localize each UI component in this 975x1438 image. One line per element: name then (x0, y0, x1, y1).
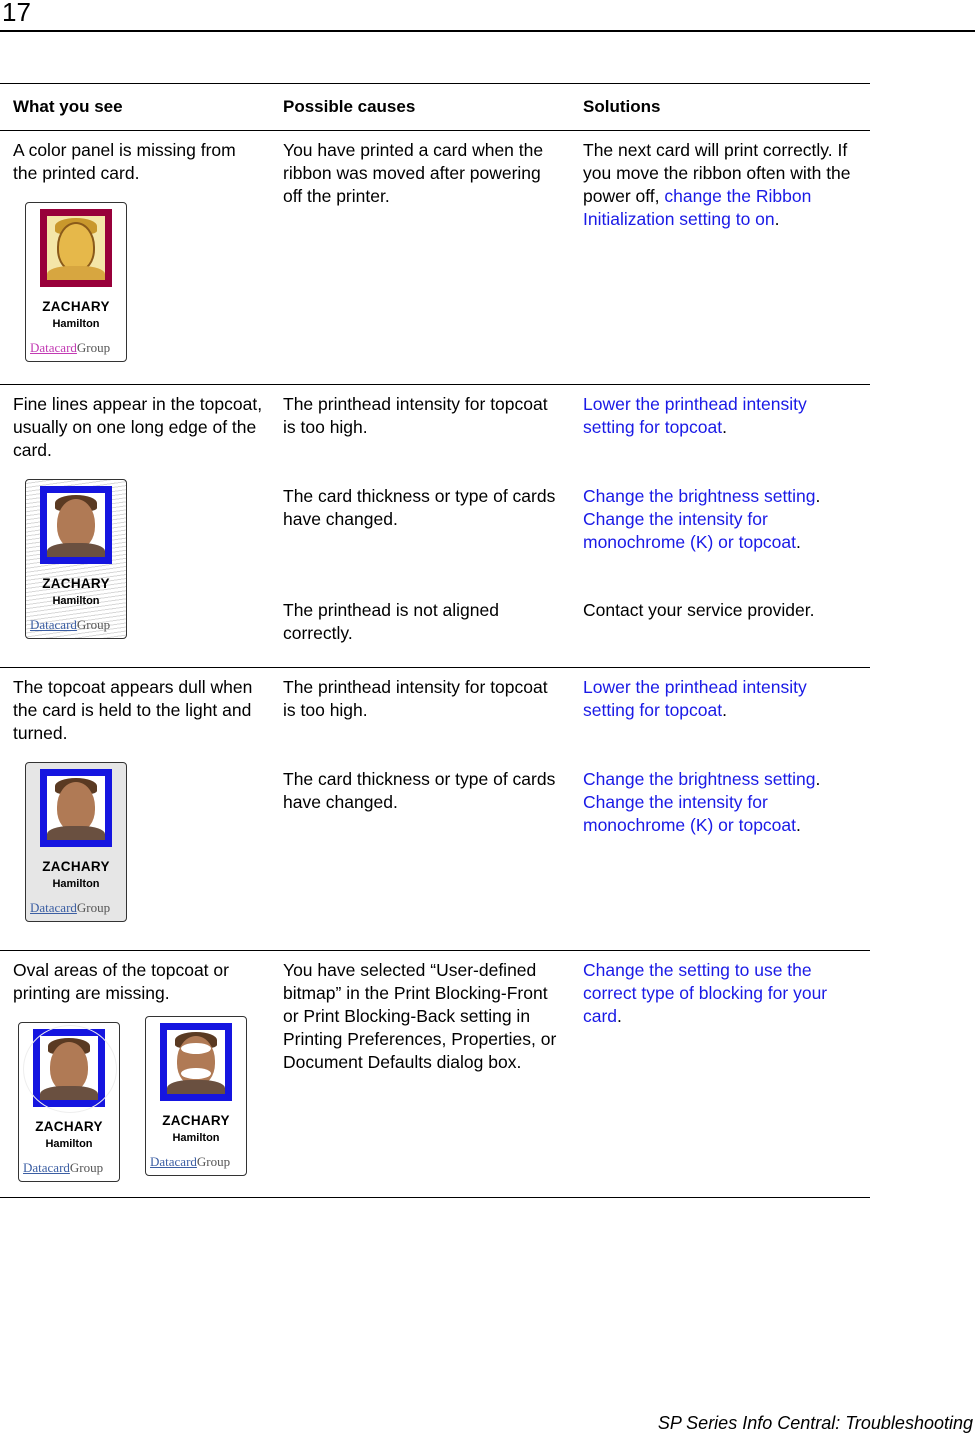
table-row (0, 131, 870, 385)
card-photo (40, 769, 112, 847)
ribbon-initialization-link[interactable]: change the Ribbon Initialization setting to on (583, 186, 812, 229)
troubleshooting-table (0, 83, 870, 1198)
cause-text: The printhead intensity for topcoat is too high. (283, 677, 548, 720)
solution-text (583, 139, 863, 231)
card-brand-logo: DatacardGroup (23, 1160, 104, 1175)
solution-text: Change the brightness setting. Change the intensity for monochrome (K) or topcoat. (583, 769, 821, 835)
page-number: 17 (2, 0, 31, 27)
brightness-setting-link[interactable]: Change the brightness setting (583, 486, 816, 506)
solution-text-pre: The next card will print correctly. If you move the ribbon often with the power off, (583, 140, 851, 206)
card-photo (160, 1023, 232, 1101)
table-row (0, 951, 870, 1198)
card-name: ZACHARY (42, 299, 110, 314)
header-solutions: Solutions (583, 97, 661, 116)
solution-text: Change the brightness setting. Change the intensity for monochrome (K) or topcoat. (583, 486, 821, 552)
lower-intensity-link[interactable]: Lower the printhead intensity setting for topcoat (583, 677, 807, 720)
cause-text: The card thickness or type of cards have changed. (283, 769, 556, 812)
intensity-monochrome-link[interactable]: Change the intensity for monochrome (K) or topcoat (583, 509, 797, 552)
cause-text: The printhead is not aligned correctly. (283, 600, 499, 643)
card-brand-logo: DatacardGroup (30, 340, 111, 355)
cause-text: You have selected “User-defined bitmap” in the Print Blocking-Front or Print Blocking-Back setting in Printing Preferences, Properties, or Document Defaults dialog box. (283, 960, 557, 1072)
lower-intensity-link[interactable]: Lower the printhead intensity setting for topcoat (583, 394, 807, 437)
cause-text: The printhead intensity for topcoat is too high. (283, 394, 548, 437)
cause-text: You have printed a card when the ribbon was moved after powering off the printer. (283, 140, 544, 206)
table-row (0, 668, 870, 951)
solution-text: Contact your service provider. (583, 600, 815, 620)
card-surname: Hamilton (45, 1138, 93, 1150)
blocking-setting-link[interactable]: Change the setting to use the correct type of blocking for your card (583, 960, 828, 1026)
id-card-oval-missing (145, 1016, 247, 1176)
card-surname: Hamilton (52, 878, 100, 890)
solution-text: Lower the printhead intensity setting for topcoat. (583, 677, 807, 720)
solution-text: Change the setting to use the correct type of blocking for your card. (583, 960, 828, 1026)
solution-text: Lower the printhead intensity setting for topcoat. (583, 394, 807, 437)
symptom-text: Oval areas of the topcoat or printing are missing. (13, 960, 229, 1003)
card-brand-logo: DatacardGroup (30, 900, 111, 915)
id-card-missing-panel (25, 202, 127, 362)
card-name: ZACHARY (35, 1119, 103, 1134)
symptom-text: Fine lines appear in the topcoat, usually on one long edge of the card. (13, 394, 263, 460)
id-card-fine-lines (25, 479, 127, 639)
card-brand-logo: DatacardGroup (30, 617, 111, 632)
id-card-dull-topcoat (25, 762, 127, 922)
brightness-setting-link[interactable]: Change the brightness setting (583, 769, 816, 789)
symptom-text: The topcoat appears dull when the card is held to the light and turned. (13, 677, 253, 743)
card-photo (40, 209, 112, 287)
intensity-monochrome-link[interactable]: Change the intensity for monochrome (K) or topcoat (583, 792, 797, 835)
card-photo (40, 486, 112, 564)
id-card-oval-missing (18, 1022, 120, 1182)
card-surname: Hamilton (172, 1132, 220, 1144)
table-header (0, 84, 870, 131)
card-name: ZACHARY (42, 859, 110, 874)
page-footer: SP Series Info Central: Troubleshooting (657, 1413, 973, 1433)
header-possible-causes: Possible causes (283, 97, 416, 116)
card-surname: Hamilton (52, 318, 100, 330)
symptom-text: A color panel is missing from the printed card. (13, 140, 236, 183)
card-name: ZACHARY (162, 1113, 230, 1128)
card-name: ZACHARY (42, 576, 110, 591)
solution-text-post: . (774, 209, 780, 229)
header-what-you-see: What you see (13, 97, 123, 116)
table-row (0, 385, 870, 668)
card-brand-logo: DatacardGroup (150, 1154, 231, 1169)
cause-text: The card thickness or type of cards have changed. (283, 486, 556, 529)
card-surname: Hamilton (52, 595, 100, 607)
header-rule (0, 30, 975, 32)
